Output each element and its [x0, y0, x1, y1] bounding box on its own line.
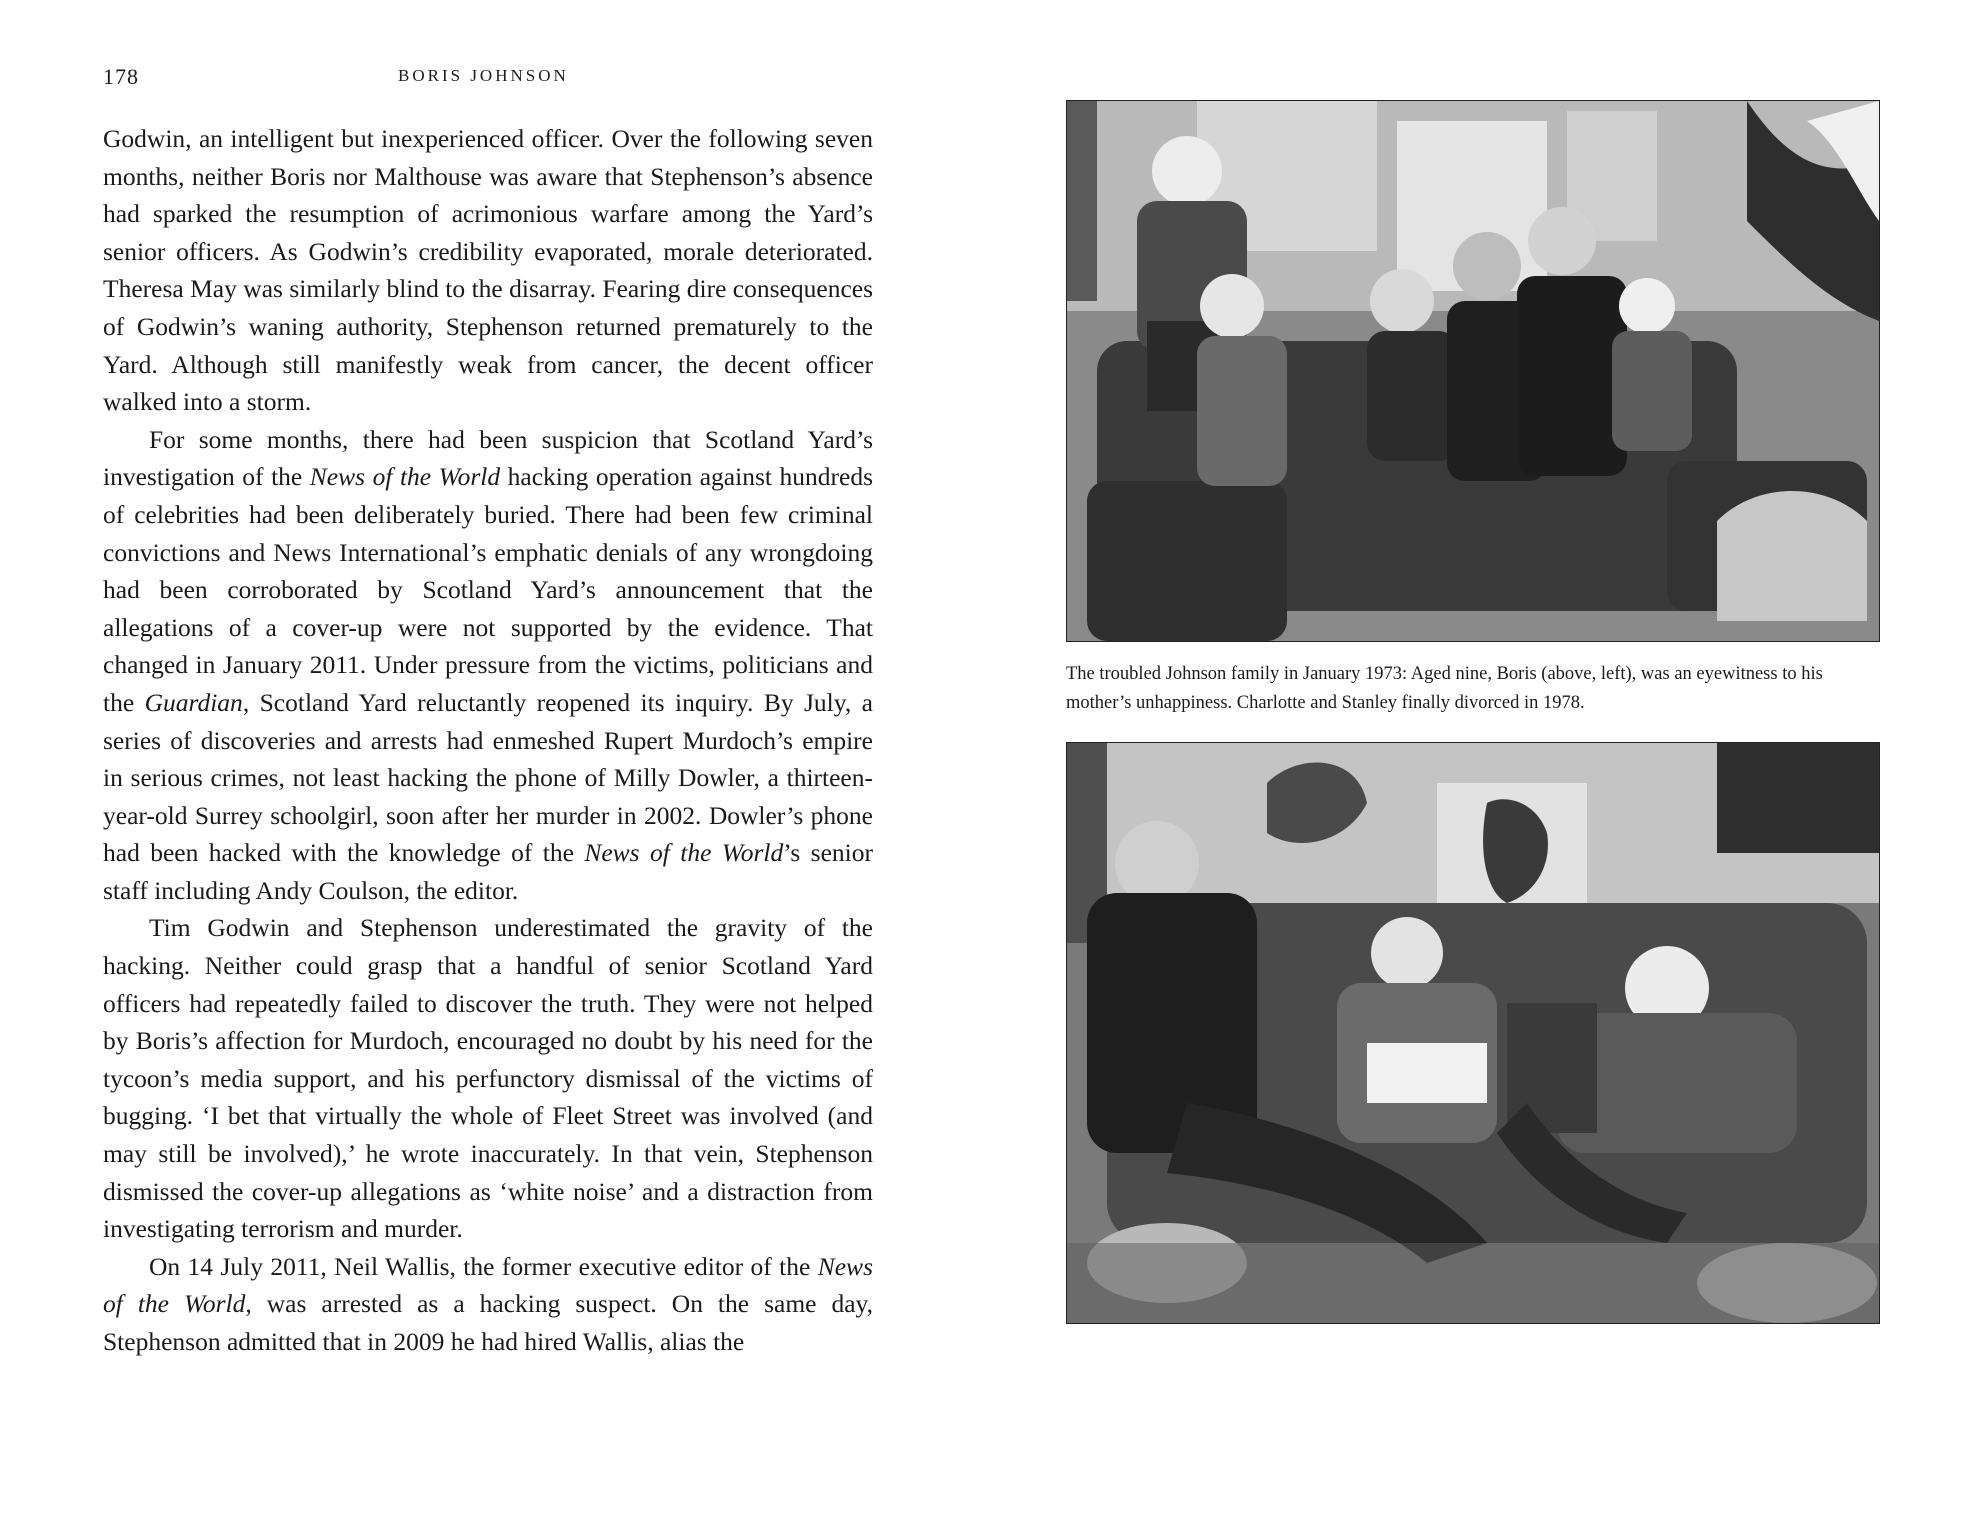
paragraph-3: Tim Godwin and Stephenson underestimated the gravity of the hacking. Neither could grasp that a handful of senior Scotland Yard officers had repeatedly failed to discover the truth. They were not helped by Boris’s affection for Murdoch, encouraged no doubt by his need for the tycoon’s media support, and his perfunctory dismissal of the victims of bugging. ‘I bet that virtually the whole of Fleet Street was involved (and may still be involved),’ he wrote inaccurately. In that vein, Stephenson dismissed the cover-up allegations as ‘white noise’ and a distraction from investigating terrorism and murder.: [103, 913, 873, 1244]
paragraph-4: On 14 July 2011, Neil Wallis, the former executive editor of the News of the World, was arrested as a hacking suspect. On the same day, Stephenson admitted that in 2009 he had hired Wallis, alias the: [103, 1251, 874, 1356]
running-head: BORIS JOHNSON: [398, 66, 569, 85]
photo-caption: The troubled Johnson family in January 1973: Aged nine, Boris (above, left), was an eyewitness to his mother’s unhappiness. Charlotte and Stanley finally divorced in 1978.: [1066, 664, 1823, 713]
family-photo-top: [1066, 100, 1880, 642]
family-photo-top-image: [1067, 101, 1879, 641]
paragraph-2: For some months, there had been suspicion that Scotland Yard’s investigation of the News of the World hacking operation against hundreds of celebrities had been deliberately buried. There had been few criminal convictions and News International’s emphatic denials of any wrongdoing had been corroborated by Scotland Yard’s announcement that the allegations of a cover-up were not supported by the evidence. That changed in January 2011. Under pressure from the victims, politicians and the Guardian, Scotland Yard reluctantly reopened its inquiry. By July, a series of discoveries and arrests had enmeshed Rupert Murdoch’s empire in serious crimes, not least hacking the phone of Milly Dowler, a thirteen-year-old Surrey schoolgirl, soon after her murder in 2002. Dowler’s phone had been hacked with the knowledge of the News of the World’s senior staff including Andy Coulson, the editor.: [103, 424, 873, 905]
family-photo-bottom: [1066, 742, 1880, 1324]
page-number: 178: [103, 64, 139, 89]
body-text: [103, 120, 873, 1361]
family-photo-bottom-image: [1067, 743, 1879, 1323]
right-page: [986, 0, 1972, 1534]
paragraph-1: Godwin, an intelligent but inexperienced officer. Over the following seven months, neither Boris nor Malthouse was aware that Stephenson’s absence had sparked the resumption of acrimonious warfare among the Yard’s senior officers. As Godwin’s credibility evaporated, morale deteriorated. Theresa May was similarly blind to the disarray. Fearing dire consequences of Godwin’s waning authority, Stephenson returned prematurely to the Yard. Although still manifestly weak from cancer, the decent officer walked into a storm.: [103, 124, 873, 417]
